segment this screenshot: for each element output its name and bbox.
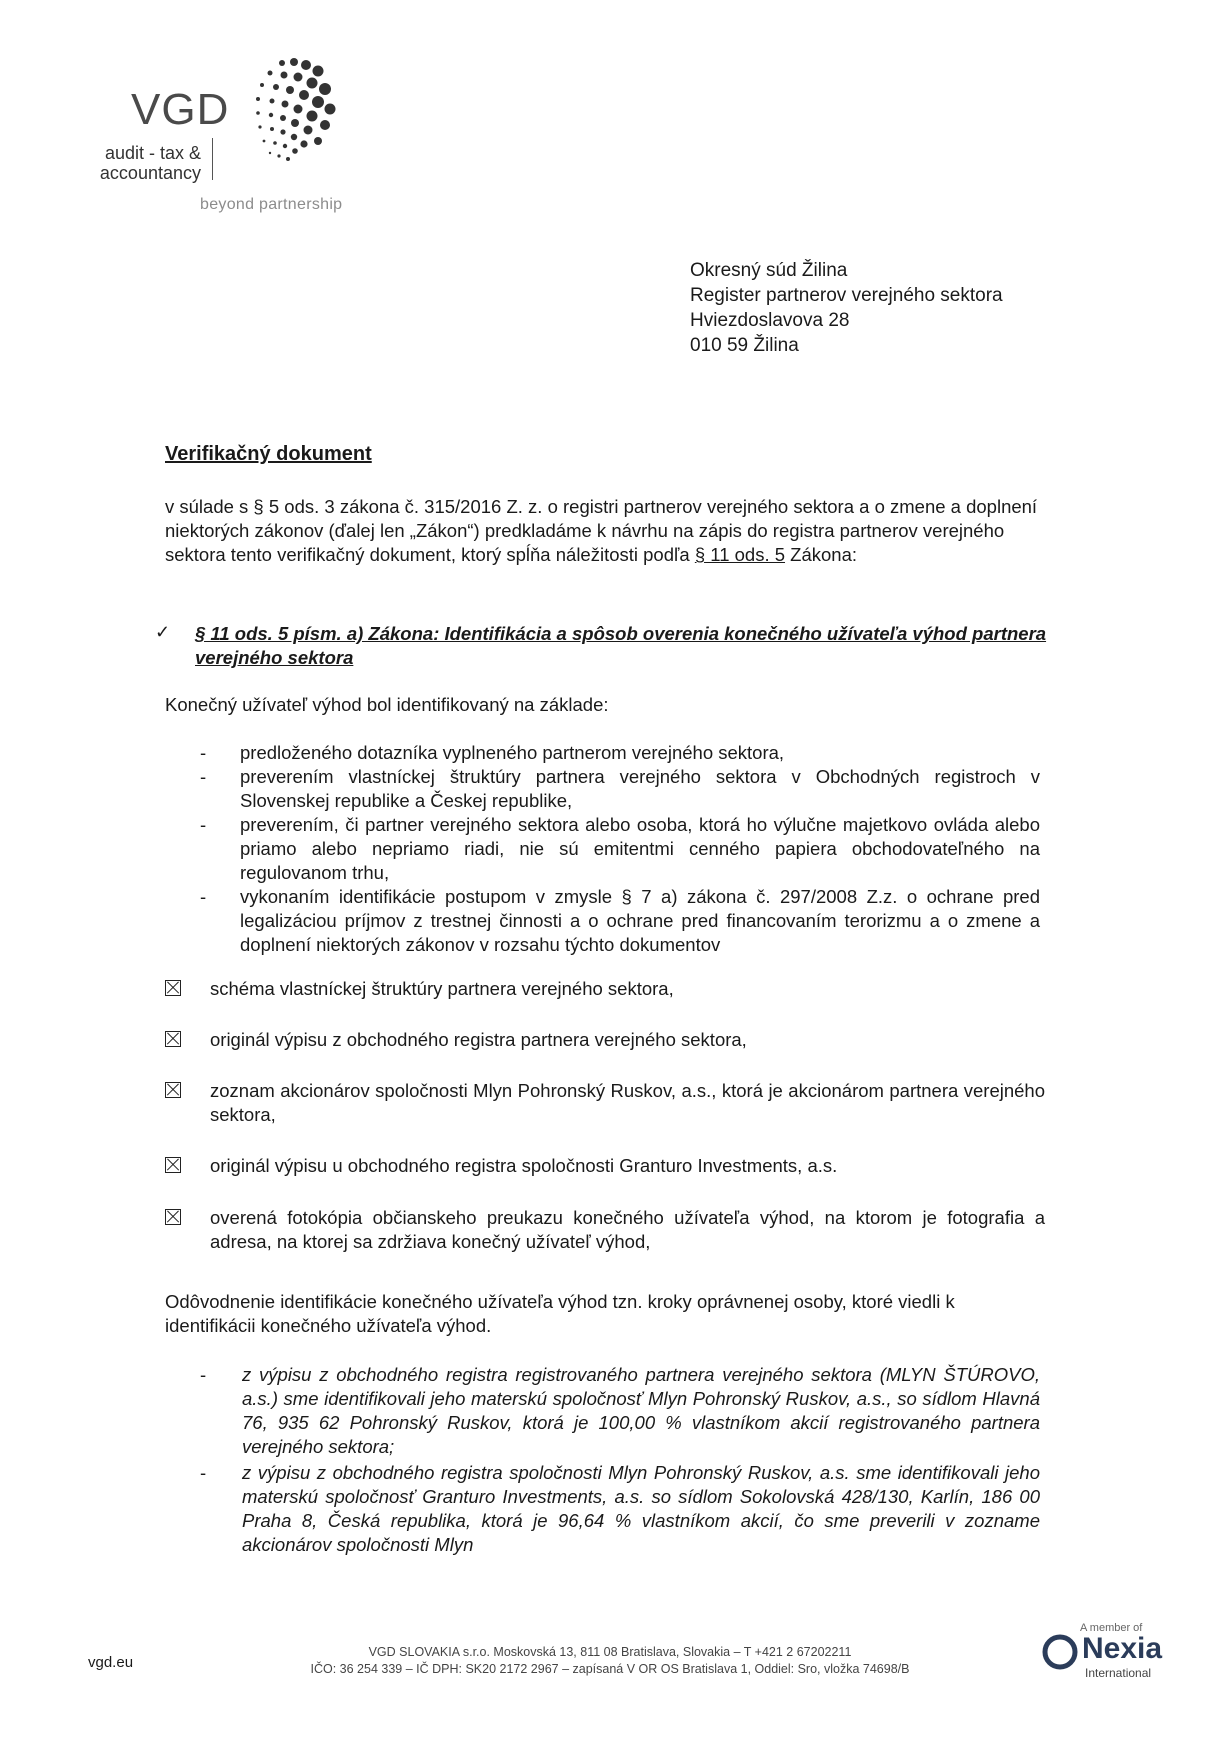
address-line: 010 59 Žilina xyxy=(690,335,799,356)
nexia-subtitle: International xyxy=(1085,1666,1152,1680)
law-reference: § 11 ods. 5 xyxy=(694,544,786,565)
list-item-text: z výpisu z obchodného registra spoločnosti Mlyn Pohronský Ruskov, a.s. sme identifikovali jeho materskú spoločnosť Granturo Investments, a.s. so sídlom Sokolovská 428/130, Karlín, 186 00 Praha 8, Česká republika, ktorá je 96,64 % vlastníkom akcií, čo sme preverili v zozname akcionárov spoločnosti Mlyn xyxy=(242,1462,1040,1555)
section-a-heading: § 11 ods. 5 písm. a) Zákona: Identifikácia a spôsob overenia konečného užívateľa výhod partnera verejného sektora xyxy=(195,623,1047,668)
list-item-text: preverením vlastníckej štruktúry partnera verejného sektora v Obchodných registroch v Slovenskej republike a Českej republike, xyxy=(240,766,1040,811)
address-line: Hviezdoslavova 28 xyxy=(690,310,850,331)
list-item: - z výpisu z obchodného registra registrovaného partnera verejného sektora (MLYN ŠTÚROVO, a.s.) sme identifikovali jeho materskú spoločnosť Mlyn Pohronský Ruskov, a.s., so sídlom Hlavná 76, 935 62 Pohronský Ruskov, ktorá je 100,00 % vlastníkom akcií registrovaného partnera verejného sektora; xyxy=(200,1364,1040,1457)
section-a xyxy=(155,622,1055,670)
document-item-text: originál výpisu z obchodného registra partnera verejného sektora, xyxy=(210,1029,747,1050)
list-item: - z výpisu z obchodného registra spoločnosti Mlyn Pohronský Ruskov, a.s. sme identifikovali jeho materskú spoločnosť Granturo Investments, a.s. so sídlom Sokolovská 428/130, Karlín, 186 00 Praha 8, Česká republika, ktorá je 96,64 % vlastníkom akcií, čo sme preverili v zozname akcionárov spoločnosti Mlyn xyxy=(200,1462,1040,1555)
list-item-text: predloženého dotazníka vyplneného partnerom verejného sektora, xyxy=(240,742,785,763)
nexia-logo-icon xyxy=(1040,1632,1080,1672)
list-item: - vykonaním identifikácie postupom v zmysle § 7 a) zákona č. 297/2008 Z.z. o ochrane pred legalizáciou príjmov z trestnej činnosti a o ochrane pred financovaním terorizmu a o zmene a doplnení niektorých zákonov v rozsahu týchto dokumentov xyxy=(200,886,1040,955)
document-item xyxy=(165,977,1045,1001)
checked-box-icon xyxy=(165,980,181,996)
list-item-text: z výpisu z obchodného registra registrovaného partnera verejného sektora (MLYN ŠTÚROVO, a.s.) sme identifikovali jeho materskú spoločnosť Mlyn Pohronský Ruskov, a.s., so sídlom Hlavná 76, 935 62 Pohronský Ruskov, ktorá je 100,00 % vlastníkom akcií registrovaného partnera verejného sektora; xyxy=(242,1364,1040,1457)
address-line: Okresný súd Žilina xyxy=(690,260,848,281)
footer-line: VGD SLOVAKIA s.r.o. Moskovská 13, 811 08 Bratislava, Slovakia – T +421 2 67202211 xyxy=(368,1645,852,1659)
document-item xyxy=(165,1154,1045,1178)
checkmark-icon: ✓ xyxy=(155,622,171,642)
nexia-name: Nexia xyxy=(1082,1632,1163,1665)
footer-website: vgd.eu xyxy=(88,1654,134,1671)
basis-lead: Konečný užívateľ výhod bol identifikovaný na základe: xyxy=(165,694,609,715)
basis-list xyxy=(200,741,1040,957)
document-item-text: overená fotokópia občianskeho preukazu konečného užívateľa výhod, na ktorom je fotografia a adresa, na ktorej sa zdržiava konečný užívateľ výhod, xyxy=(210,1207,1045,1252)
logo-brand: VGD xyxy=(131,85,230,134)
logo-tagline: beyond partnership xyxy=(200,196,343,213)
document-item xyxy=(165,1028,1045,1052)
logo-line-1: audit - tax & xyxy=(104,143,201,163)
nexia-member-label: A member of xyxy=(1080,1622,1143,1634)
checked-box-icon xyxy=(165,1082,181,1098)
document-item xyxy=(165,1079,1045,1127)
checked-box-icon xyxy=(165,1031,181,1047)
intro-tail: Zákona: xyxy=(785,544,858,565)
list-item-text: vykonaním identifikácie postupom v zmysle § 7 a) zákona č. 297/2008 Z.z. o ochrane pred legalizáciou príjmov z trestnej činnosti a o ochrane pred financovaním terorizmu a o zmene a doplnení niektorých zákonov v rozsahu týchto dokumentov xyxy=(240,886,1040,955)
document-item xyxy=(165,1206,1045,1254)
document-title: Verifikačný dokument xyxy=(165,443,372,465)
recipient-address xyxy=(690,258,1003,358)
steps-list xyxy=(200,1363,1040,1559)
address-line: Register partnerov verejného sektora xyxy=(690,285,1003,306)
document-item-text: schéma vlastníckej štruktúry partnera verejného sektora, xyxy=(210,978,674,999)
checked-box-icon xyxy=(165,1157,181,1173)
footer-line: IČO: 36 254 339 – IČ DPH: SK20 2172 2967 – zapísaná V OR OS Bratislava 1, Oddiel: Sro, vložka 74698/B xyxy=(310,1662,910,1676)
logo-line-2: accountancy xyxy=(99,163,201,183)
footer-company-info xyxy=(230,1644,990,1678)
checked-box-icon xyxy=(165,1209,181,1225)
intro-text: v súlade s § 5 ods. 3 zákona č. 315/2016 Z. z. o registri partnerov verejného sektora a o zmene a doplnení niektorých zákonov (ďalej len „Zákon“) predkladáme k návrhu na zápis do registra partnerov verejného sektora tento verifikačný dokument, ktorý spĺňa náležitosti podľa xyxy=(165,496,1038,565)
document-item-text: originál výpisu u obchodného registra spoločnosti Granturo Investments, a.s. xyxy=(210,1155,838,1176)
logo-dots-icon xyxy=(222,55,357,190)
list-item: - predloženého dotazníka vyplneného partnerom verejného sektora, xyxy=(200,742,785,763)
document-item-text: zoznam akcionárov spoločnosti Mlyn Pohronský Ruskov, a.s., ktorá je akcionárom partnera verejného sektora, xyxy=(210,1080,1045,1125)
justification-paragraph: Odôvodnenie identifikácie konečného užívateľa výhod tzn. kroky oprávnenej osoby, ktoré viedli k identifikácii konečného užívateľa výhod. xyxy=(165,1291,955,1336)
list-item: - preverením, či partner verejného sektora alebo osoba, ktorá ho výlučne majetkovo ovláda alebo priamo alebo nepriamo riadi, nie sú emitentmi cenného papiera obchodovateľného na regulovanom trhu, xyxy=(200,814,1040,883)
list-item-text: preverením, či partner verejného sektora alebo osoba, ktorá ho výlučne majetkovo ovláda alebo priamo alebo nepriamo riadi, nie sú emitentmi cenného papiera obchodovateľného na regulovanom trhu, xyxy=(240,814,1040,883)
intro-paragraph xyxy=(165,495,1040,567)
list-item: - preverením vlastníckej štruktúry partnera verejného sektora v Obchodných registroch v Slovenskej republike a Českej republike, xyxy=(200,766,1040,811)
logo-divider xyxy=(212,138,213,180)
